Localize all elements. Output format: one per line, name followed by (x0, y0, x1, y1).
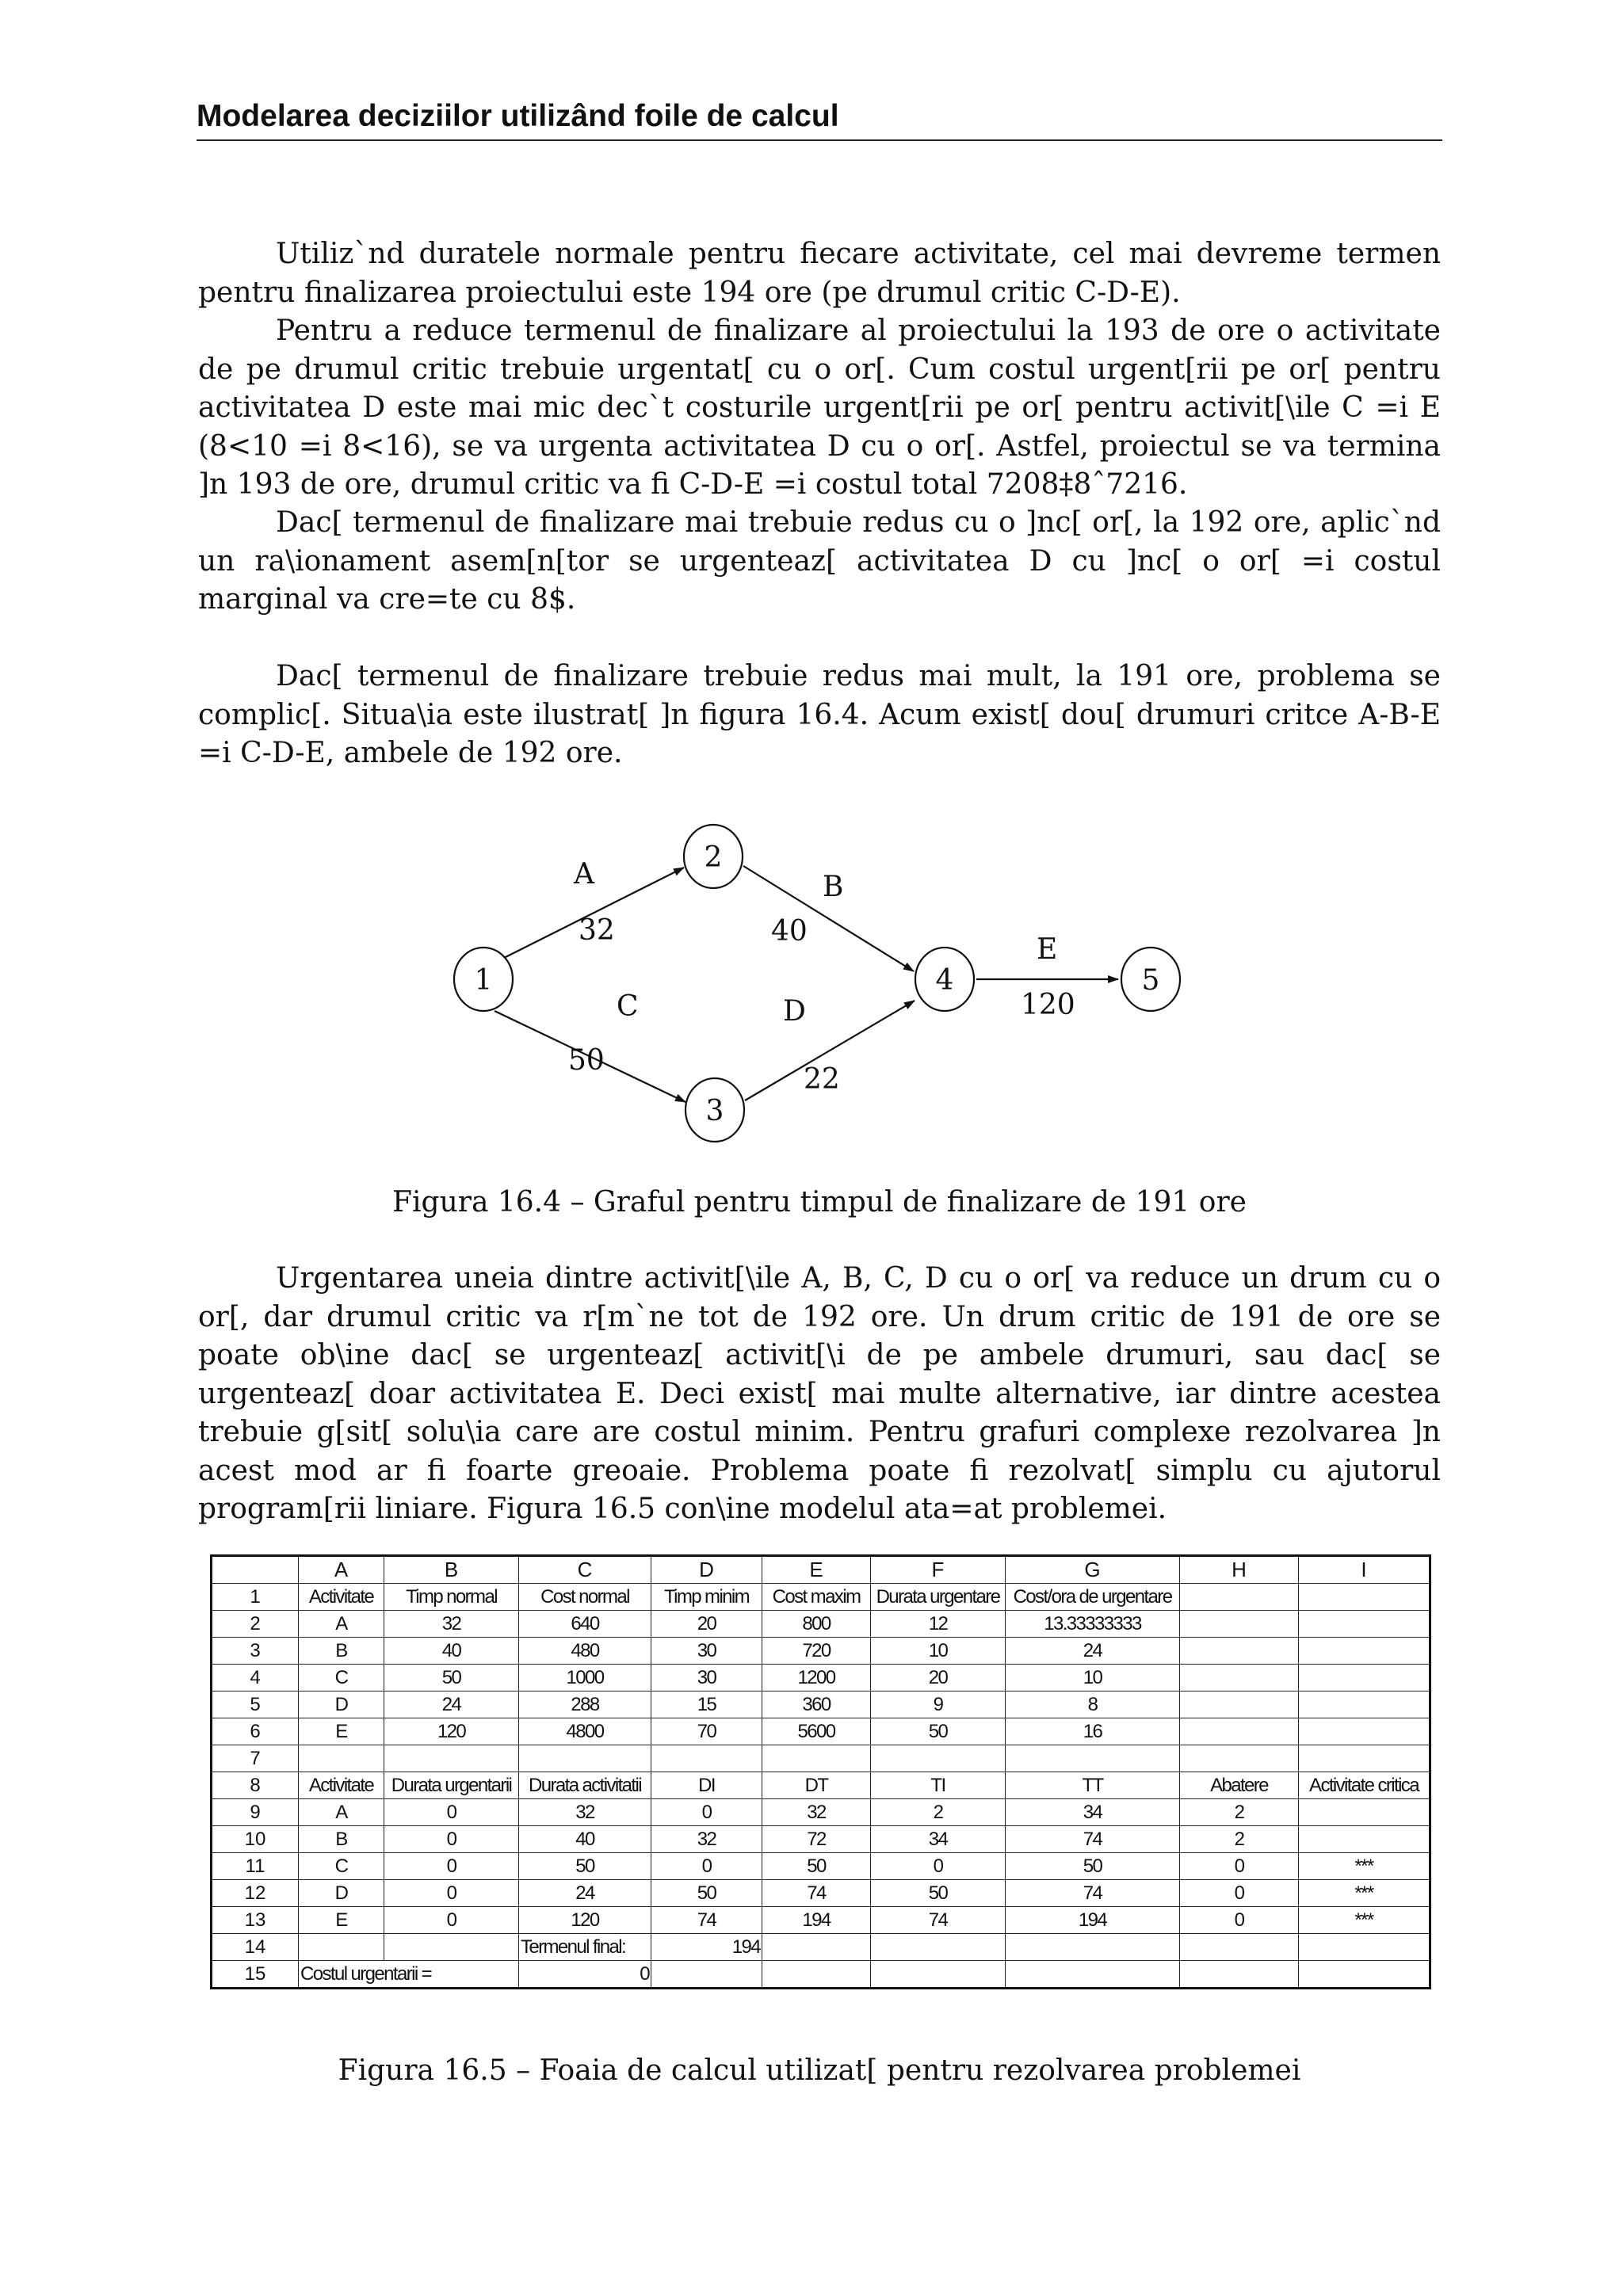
edge-duration-e: 120 (1021, 989, 1075, 1021)
edge-duration-b: 40 (771, 915, 808, 948)
cell[interactable]: 50 (651, 1880, 762, 1907)
cell[interactable]: 72 (762, 1826, 871, 1853)
cell[interactable]: 74 (762, 1880, 871, 1907)
svg-text:4: 4 (935, 964, 954, 997)
cell[interactable]: 24 (1006, 1638, 1180, 1665)
cell[interactable]: 74 (1006, 1880, 1180, 1907)
cell[interactable]: 70 (651, 1718, 762, 1745)
cell[interactable] (762, 1961, 871, 1989)
cell[interactable]: 120 (384, 1718, 519, 1745)
table-row (212, 1961, 1430, 1989)
cell[interactable] (762, 1745, 871, 1772)
svg-text:2: 2 (704, 841, 723, 874)
cell[interactable]: 0 (1180, 1907, 1299, 1934)
row-number[interactable]: 5 (212, 1691, 299, 1718)
cell[interactable] (1299, 1961, 1430, 1989)
cell[interactable]: 8 (1006, 1691, 1180, 1718)
edge-label-a: A (574, 858, 594, 891)
row-number[interactable]: 6 (212, 1718, 299, 1745)
cell[interactable]: 360 (762, 1691, 871, 1718)
column-header[interactable]: H (1180, 1556, 1299, 1584)
row-number[interactable]: 14 (212, 1934, 299, 1961)
paragraph-1: Utiliz`nd duratele normale pentru fiecare activitate, cel mai devreme termen pentru finalizarea proiectului este 194 ore (pe drumul critic C-D-E). (198, 238, 1441, 309)
cell[interactable] (1180, 1691, 1299, 1718)
cell[interactable]: 30 (651, 1638, 762, 1665)
corner-cell[interactable] (212, 1556, 299, 1584)
cell[interactable]: 74 (1006, 1826, 1180, 1853)
column-header[interactable]: B (384, 1556, 519, 1584)
cell[interactable]: E (299, 1907, 384, 1934)
cell[interactable]: 32 (762, 1799, 871, 1826)
cell[interactable]: D (299, 1691, 384, 1718)
cell[interactable]: Cost maxim (762, 1584, 871, 1611)
cell[interactable]: 50 (519, 1853, 651, 1880)
column-header[interactable]: D (651, 1556, 762, 1584)
cell[interactable] (384, 1934, 519, 1961)
cell[interactable] (871, 1961, 1006, 1989)
cell[interactable]: 74 (651, 1907, 762, 1934)
row-number[interactable]: 3 (212, 1638, 299, 1665)
cell[interactable]: Timp normal (384, 1584, 519, 1611)
column-header[interactable]: A (299, 1556, 384, 1584)
cell[interactable] (651, 1961, 762, 1989)
edge-label-b: B (823, 871, 844, 903)
row-number[interactable]: 9 (212, 1799, 299, 1826)
cell[interactable]: Activitate (299, 1584, 384, 1611)
cell[interactable] (651, 1745, 762, 1772)
cell[interactable]: 5600 (762, 1718, 871, 1745)
cell[interactable]: 50 (871, 1880, 1006, 1907)
cell[interactable]: Cost normal (519, 1584, 651, 1611)
edge-label-e: E (1037, 933, 1058, 966)
cell[interactable] (1299, 1745, 1430, 1772)
table-row (212, 1772, 1430, 1799)
cell[interactable] (519, 1745, 651, 1772)
cell[interactable]: DT (762, 1772, 871, 1799)
svg-text:1: 1 (474, 964, 493, 997)
cell[interactable]: 50 (1006, 1853, 1180, 1880)
table-row (212, 1611, 1430, 1638)
cell[interactable]: C (299, 1665, 384, 1691)
cell[interactable]: 16 (1006, 1718, 1180, 1745)
cell[interactable]: 0 (384, 1907, 519, 1934)
cell[interactable]: 120 (519, 1907, 651, 1934)
cell[interactable]: Activitate (299, 1772, 384, 1799)
cell[interactable]: 0 (651, 1799, 762, 1826)
cell[interactable]: 40 (519, 1826, 651, 1853)
svg-text:3: 3 (705, 1095, 724, 1127)
row-number[interactable]: 4 (212, 1665, 299, 1691)
column-header[interactable]: C (519, 1556, 651, 1584)
cell[interactable] (1180, 1584, 1299, 1611)
paragraph-2: Pentru a reduce termenul de finalizare al proiectului la 193 de ore o activitate de pe drumul critic trebuie urgentat[ cu o or[. Cum costul urgent[rii pe or[ pentru activitatea D este mai mic dec`t costurile urgent[rii pe or[ pentru activit[\ile C =i E (8<10 =i 8<16), se va urgenta activitatea D cu o or[. Astfel, proiectul se va termina ]n 193 de ore, drumul critic va fi C-D-E =i costul total 7208‡8ˆ7216. (198, 315, 1441, 501)
cell[interactable]: *** (1299, 1907, 1430, 1934)
row-number[interactable]: 12 (212, 1880, 299, 1907)
cell[interactable]: 0 (384, 1880, 519, 1907)
paragraph-3: Dac[ termenul de finalizare mai trebuie redus cu o ]nc[ or[, la 192 ore, aplic`nd un ra\ionament asem[n[tor se urgenteaz[ activitatea D cu ]nc[ o or[ =i costul marginal va cre=te cu 8$. (198, 506, 1441, 616)
row-number[interactable]: 10 (212, 1826, 299, 1853)
cell[interactable]: 288 (519, 1691, 651, 1718)
cell[interactable]: 34 (1006, 1799, 1180, 1826)
cell[interactable] (1180, 1961, 1299, 1989)
cell[interactable]: Abatere (1180, 1772, 1299, 1799)
running-header: Modelarea deciziilor utilizând foile de calcul (197, 97, 1442, 141)
cell[interactable]: 50 (384, 1665, 519, 1691)
cell[interactable] (762, 1934, 871, 1961)
row-number[interactable]: 8 (212, 1772, 299, 1799)
cell[interactable]: 50 (762, 1853, 871, 1880)
column-header[interactable]: G (1006, 1556, 1180, 1584)
node-2 (684, 825, 743, 888)
column-header-row (212, 1556, 1430, 1584)
column-header[interactable]: I (1299, 1556, 1430, 1584)
cell[interactable]: 12 (871, 1611, 1006, 1638)
cell[interactable]: 1000 (519, 1665, 651, 1691)
table-row (212, 1691, 1430, 1718)
cell[interactable]: 40 (384, 1638, 519, 1665)
cell[interactable] (1180, 1638, 1299, 1665)
column-header[interactable]: E (762, 1556, 871, 1584)
cell[interactable]: 2 (1180, 1826, 1299, 1853)
cell[interactable]: Timp minim (651, 1584, 762, 1611)
cell[interactable]: 34 (871, 1826, 1006, 1853)
table-row (212, 1799, 1430, 1826)
figure-caption-16-4: Figura 16.4 – Graful pentru timpul de finalizare de 191 ore (392, 1186, 1247, 1219)
cell[interactable]: TI (871, 1772, 1006, 1799)
row-number[interactable]: 7 (212, 1745, 299, 1772)
svg-text:5: 5 (1141, 964, 1160, 997)
cell[interactable] (1299, 1584, 1430, 1611)
cell[interactable]: 800 (762, 1611, 871, 1638)
cell[interactable]: DI (651, 1772, 762, 1799)
cell[interactable] (1006, 1961, 1180, 1989)
cell[interactable]: A (299, 1611, 384, 1638)
cell[interactable]: *** (1299, 1880, 1430, 1907)
table-row (212, 1853, 1430, 1880)
cell[interactable]: 32 (651, 1826, 762, 1853)
cell[interactable]: E (299, 1718, 384, 1745)
cell[interactable]: 9 (871, 1691, 1006, 1718)
cell[interactable] (1299, 1826, 1430, 1853)
cell[interactable]: Activitate critica (1299, 1772, 1430, 1799)
table-row (212, 1826, 1430, 1853)
table-row (212, 1584, 1430, 1611)
cell[interactable]: D (299, 1880, 384, 1907)
node-5 (1121, 948, 1180, 1011)
cell[interactable]: 10 (871, 1638, 1006, 1665)
edge-label-c: C (617, 990, 639, 1023)
cell[interactable]: 194 (651, 1934, 762, 1961)
cell[interactable]: 0 (1180, 1853, 1299, 1880)
table-row (212, 1638, 1430, 1665)
cell[interactable]: *** (1299, 1853, 1430, 1880)
cell[interactable] (1180, 1611, 1299, 1638)
cell[interactable]: 0 (871, 1853, 1006, 1880)
cell[interactable] (1180, 1934, 1299, 1961)
cell[interactable] (1299, 1691, 1430, 1718)
cell[interactable]: 20 (651, 1611, 762, 1638)
cell[interactable]: B (299, 1638, 384, 1665)
cell[interactable]: A (299, 1799, 384, 1826)
row-number[interactable]: 13 (212, 1907, 299, 1934)
cell[interactable]: 50 (871, 1718, 1006, 1745)
cell[interactable] (1180, 1665, 1299, 1691)
cell[interactable] (384, 1745, 519, 1772)
cell[interactable] (1299, 1799, 1430, 1826)
paragraph-4: Dac[ termenul de finalizare trebuie redus mai mult, la 191 ore, problema se complic[. Situa\ia este ilustrat[ ]n figura 16.4. Acum exist[ dou[ drumuri critce A-B-E =i C-D-E, ambele de 192 ore. (198, 660, 1441, 769)
table-row (212, 1718, 1430, 1745)
cell[interactable]: 0 (384, 1853, 519, 1880)
cell[interactable]: 24 (384, 1691, 519, 1718)
cell[interactable] (1180, 1718, 1299, 1745)
cell[interactable]: 720 (762, 1638, 871, 1665)
cell[interactable]: Cost/ora de urgentare (1006, 1584, 1180, 1611)
row-number[interactable]: 11 (212, 1853, 299, 1880)
cell[interactable]: 30 (651, 1665, 762, 1691)
cell[interactable]: 2 (1180, 1799, 1299, 1826)
cell[interactable]: 0 (384, 1826, 519, 1853)
paragraph-5: Urgentarea uneia dintre activit[\ile A, B, C, D cu o or[ va reduce un drum cu o or[, dar drumul critic va r[m`ne tot de 192 ore. Un drum critic de 191 de ore se poate ob\ine dac[ se urgenteaz[ activit[\i de pe ambele drumuri, sau dac[ se urgenteaz[ doar activitatea E. Deci exist[ mai multe alternative, iar dintre acestea trebuie g[sit[ solu\ia care are costul minim. Pentru grafuri complexe rezolvarea ]n acest mod ar fi foarte greoaie. Problema poate fi rezolvat[ simplu cu ajutorul program[rii liniare. Figura 16.5 con\ine modelul ata=at problemei. (198, 1262, 1441, 1525)
cell[interactable] (1299, 1718, 1430, 1745)
edge-duration-a: 32 (579, 914, 615, 947)
cell[interactable] (1299, 1665, 1430, 1691)
cell[interactable]: 20 (871, 1665, 1006, 1691)
cell[interactable] (1006, 1934, 1180, 1961)
node-1 (454, 948, 513, 1011)
cell[interactable] (1180, 1745, 1299, 1772)
cell[interactable]: 194 (762, 1907, 871, 1934)
cell[interactable]: Durata activitatii (519, 1772, 651, 1799)
cell[interactable]: 4800 (519, 1718, 651, 1745)
cell[interactable] (1299, 1638, 1430, 1665)
table-row (212, 1934, 1430, 1961)
edge-duration-c: 50 (568, 1044, 605, 1077)
cell[interactable]: 74 (871, 1907, 1006, 1934)
row-number[interactable]: 2 (212, 1611, 299, 1638)
cell[interactable]: TT (1006, 1772, 1180, 1799)
cell[interactable]: 0 (519, 1961, 651, 1989)
table-row (212, 1907, 1430, 1934)
network-graph (428, 812, 1205, 1153)
cell[interactable]: C (299, 1853, 384, 1880)
cell[interactable]: Costul urgentarii = (299, 1961, 519, 1989)
cell[interactable]: 24 (519, 1880, 651, 1907)
table-row (212, 1880, 1430, 1907)
table-row (212, 1745, 1430, 1772)
cell[interactable] (1299, 1934, 1430, 1961)
edge-duration-d: 22 (804, 1063, 840, 1096)
node-3 (685, 1078, 744, 1142)
cell[interactable]: 0 (384, 1799, 519, 1826)
cell[interactable]: 13.33333333 (1006, 1611, 1180, 1638)
row-number[interactable]: 1 (212, 1584, 299, 1611)
cell[interactable]: 640 (519, 1611, 651, 1638)
cell[interactable]: 194 (1006, 1907, 1180, 1934)
cell[interactable]: 1200 (762, 1665, 871, 1691)
cell[interactable]: 32 (384, 1611, 519, 1638)
spreadsheet (210, 1554, 1431, 1989)
cell[interactable]: 10 (1006, 1665, 1180, 1691)
cell[interactable]: Durata urgentarii (384, 1772, 519, 1799)
cell[interactable] (871, 1934, 1006, 1961)
cell[interactable] (299, 1745, 384, 1772)
row-number[interactable]: 15 (212, 1961, 299, 1989)
table-row (212, 1665, 1430, 1691)
cell[interactable] (1006, 1745, 1180, 1772)
cell[interactable]: 15 (651, 1691, 762, 1718)
cell[interactable]: Termenul final: (519, 1934, 651, 1961)
cell[interactable] (1299, 1611, 1430, 1638)
node-4 (915, 948, 974, 1011)
figure-caption-16-5: Figura 16.5 – Foaia de calcul utilizat[ pentru rezolvarea problemei (338, 2054, 1301, 2087)
cell[interactable] (871, 1745, 1006, 1772)
cell[interactable]: B (299, 1826, 384, 1853)
edge-label-d: D (783, 995, 806, 1028)
cell[interactable]: 480 (519, 1638, 651, 1665)
column-header[interactable]: F (871, 1556, 1006, 1584)
cell[interactable]: Durata urgentare (871, 1584, 1006, 1611)
cell[interactable]: 0 (651, 1853, 762, 1880)
cell[interactable]: 0 (1180, 1880, 1299, 1907)
cell[interactable] (299, 1934, 384, 1961)
cell[interactable]: 2 (871, 1799, 1006, 1826)
cell[interactable]: 32 (519, 1799, 651, 1826)
